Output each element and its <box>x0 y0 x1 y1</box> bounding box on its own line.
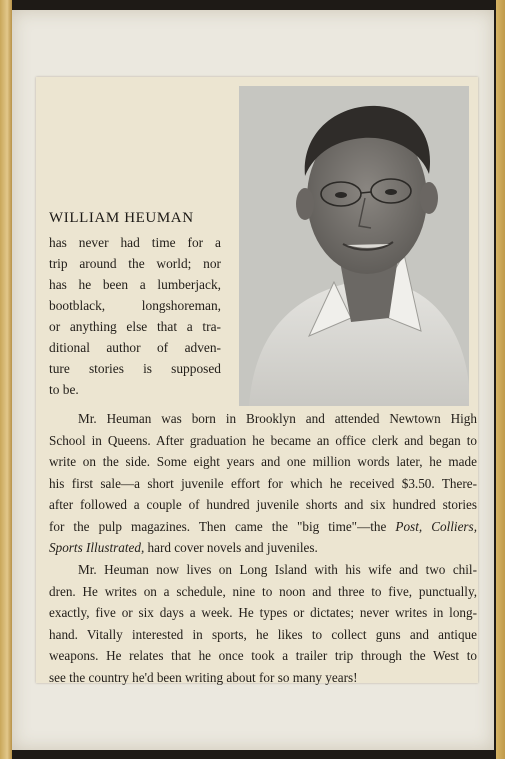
biography-paragraph-1 <box>49 408 477 559</box>
paragraph-line: exactly, five or six days a week. He types or dictates; never writes in long- <box>49 605 477 620</box>
magazine-title: Sports Illustrated, <box>49 540 145 555</box>
paragraph-line: Mr. Heuman was born in Brooklyn and attended Newtown High <box>78 411 477 426</box>
intro-line: bootblack, longshoreman, <box>49 298 221 313</box>
paragraph-line: write on the side. Some eight years and one million words later, he made <box>49 454 477 469</box>
intro-line: ture stories is supposed <box>49 361 221 376</box>
paragraph-line <box>49 537 477 559</box>
book-page <box>12 10 494 750</box>
intro-line: to be. <box>49 382 79 397</box>
author-portrait-image <box>239 86 469 406</box>
intro-paragraph <box>49 232 221 400</box>
paragraph-line: Mr. Heuman now lives on Long Island with his wife and two chil- <box>78 562 477 577</box>
paragraph-line: weapons. He relates that he once took a trailer trip through the West to <box>49 648 477 663</box>
line-text: for the pulp magazines. Then came the "big time"—the <box>49 518 396 534</box>
biography-paragraph-2 <box>49 559 477 688</box>
paragraph-line: School in Queens. After graduation he became an office clerk and began to <box>49 432 477 448</box>
paragraph-line: after followed a couple of hundred juvenile shorts and six hundred stories <box>49 497 477 512</box>
paragraph-line: hand. Vitally interested in sports, he likes to collect guns and antique <box>49 626 477 642</box>
paragraph-line: dren. He writes on a schedule, nine to noon and three to five, punctually, <box>49 583 477 599</box>
intro-line: has he been a lumberjack, <box>49 277 221 292</box>
author-name-heading: WILLIAM HEUMAN <box>49 210 194 226</box>
intro-line: ditional author of adven- <box>49 340 221 355</box>
author-portrait-photo <box>239 86 469 406</box>
intro-line: or anything else that a tra- <box>49 319 221 334</box>
book-cover-edge-right <box>496 0 505 759</box>
paragraph-line: his first sale—a short juvenile effort for which he received $3.50. There- <box>49 475 477 491</box>
paragraph-line: see the country he'd been writing about for so many years! <box>49 669 358 685</box>
intro-line: trip around the world; nor <box>49 256 221 271</box>
magazine-titles: Post, Colliers, <box>395 518 477 534</box>
line-text: hard cover novels and juveniles. <box>144 540 318 555</box>
book-cover-edge-left <box>0 0 12 759</box>
pasted-biography-clipping <box>36 77 478 683</box>
intro-line: has never had time for a <box>49 235 221 250</box>
paragraph-line <box>49 516 477 538</box>
